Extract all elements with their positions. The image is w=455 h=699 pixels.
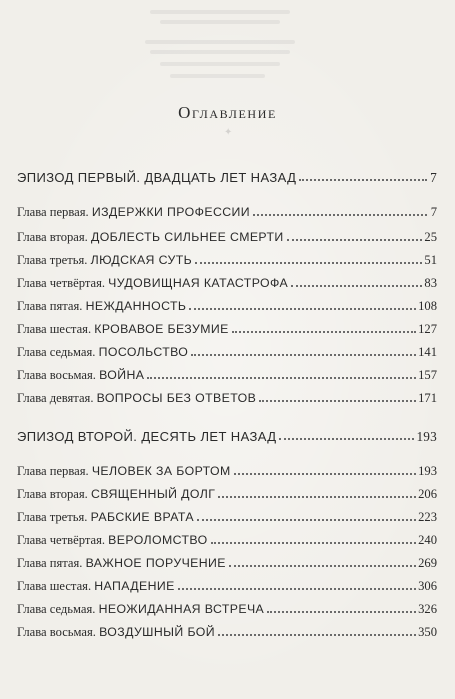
toc-chapter-entry [17, 205, 437, 220]
chapter-number: Глава третья. [17, 510, 88, 524]
episode-title: ЭПИЗОД ПЕРВЫЙ. ДВАДЦАТЬ ЛЕТ НАЗАД [17, 170, 297, 185]
page-number: 306 [418, 579, 437, 593]
dot-leader [218, 628, 416, 636]
dot-leader [299, 173, 427, 181]
dot-leader [232, 325, 416, 333]
chapter-title: ДОБЛЕСТЬ СИЛЬНЕЕ СМЕРТИ [90, 230, 284, 244]
page-number: 141 [418, 345, 437, 359]
chapter-number: Глава вторая. [17, 487, 88, 501]
chapter-number: Глава шестая. [17, 322, 92, 336]
chapter-number: Глава четвёртая. [17, 533, 106, 547]
chapter-title: ВОПРОСЫ БЕЗ ОТВЕТОВ [96, 391, 257, 405]
page-number: 7 [430, 170, 437, 185]
entry-label [17, 487, 215, 502]
chapter-title: НЕОЖИДАННАЯ ВСТРЕЧА [98, 602, 265, 616]
chapter-title: ЧУДОВИЩНАЯ КАТАСТРОФА [108, 276, 289, 290]
page-number: 223 [418, 510, 437, 524]
dot-leader [147, 371, 416, 379]
dot-leader [191, 348, 416, 356]
dot-leader [189, 302, 416, 310]
entry-label [17, 299, 186, 314]
entry-label [17, 322, 229, 337]
dot-leader [234, 467, 417, 475]
chapter-title: ЧЕЛОВЕК ЗА БОРТОМ [91, 464, 231, 478]
toc-chapter-entry [17, 510, 437, 525]
chapter-title: КРОВАВОЕ БЕЗУМИЕ [94, 322, 229, 336]
page-number: 193 [416, 429, 437, 444]
chapter-title: ВЕРОЛОМСТВО [108, 533, 208, 547]
chapter-title: ВОЗДУШНЫЙ БОЙ [99, 625, 215, 639]
chapter-number: Глава вторая. [17, 230, 88, 244]
page-number: 326 [418, 602, 437, 616]
page-number: 193 [418, 464, 437, 478]
bleed-through-text [0, 10, 455, 90]
toc-chapter-entry [17, 299, 437, 314]
page-number: 240 [418, 533, 437, 547]
toc-chapter-entry [17, 625, 437, 640]
dot-leader [229, 559, 416, 567]
dot-leader [291, 279, 422, 287]
dot-leader [279, 432, 414, 440]
dot-leader [197, 513, 416, 521]
chapter-number: Глава пятая. [17, 299, 83, 313]
toc-episode-entry [17, 170, 437, 185]
episode-title: ЭПИЗОД ВТОРОЙ. ДЕСЯТЬ ЛЕТ НАЗАД [17, 429, 277, 444]
toc-chapter-entry [17, 533, 437, 548]
chapter-number: Глава восьмая. [17, 625, 96, 639]
toc-heading: Оглавление [178, 103, 277, 122]
chapter-number: Глава девятая. [17, 391, 94, 405]
chapter-number: Глава третья. [17, 253, 88, 267]
chapter-number: Глава первая. [17, 464, 89, 478]
dot-leader [287, 233, 423, 241]
entry-label [17, 533, 208, 548]
chapter-number: Глава пятая. [17, 556, 83, 570]
chapter-number: Глава четвёртая. [17, 276, 106, 290]
entry-label [17, 170, 296, 185]
entry-label [17, 205, 250, 220]
page-number: 83 [424, 276, 437, 290]
toc-chapter-entry [17, 579, 437, 594]
entry-label [17, 579, 175, 594]
toc-chapter-entry [17, 556, 437, 571]
chapter-title: СВЯЩЕННЫЙ ДОЛГ [90, 487, 216, 501]
chapter-title: ИЗДЕРЖКИ ПРОФЕССИИ [91, 205, 250, 219]
dot-leader [253, 208, 427, 216]
toc-chapter-entry [17, 464, 437, 479]
toc-chapter-entry [17, 368, 437, 383]
chapter-title: ВОЙНА [99, 368, 145, 382]
toc-chapter-entry [17, 602, 437, 617]
page-number: 127 [418, 322, 437, 336]
chapter-title: ЛЮДСКАЯ СУТЬ [90, 253, 193, 267]
dot-leader [267, 605, 416, 613]
entry-label [17, 345, 188, 360]
page-number: 7 [430, 205, 437, 219]
dot-leader [218, 490, 416, 498]
toc-chapter-entry [17, 230, 437, 245]
chapter-number: Глава седьмая. [17, 602, 96, 616]
toc-chapter-entry [17, 276, 437, 291]
page-number: 171 [418, 391, 437, 405]
toc-episode-entry [17, 429, 437, 444]
entry-label [17, 556, 226, 571]
chapter-title: РАБСКИЕ ВРАТА [90, 510, 194, 524]
entry-label [17, 625, 215, 640]
page-number: 25 [424, 230, 437, 244]
entry-label [17, 510, 194, 525]
chapter-number: Глава восьмая. [17, 368, 96, 382]
entry-label [17, 464, 231, 479]
page-number: 51 [424, 253, 437, 267]
entry-label [17, 368, 144, 383]
chapter-number: Глава шестая. [17, 579, 92, 593]
toc-chapter-entry [17, 345, 437, 360]
entry-label [17, 253, 192, 268]
chapter-title: НЕЖДАННОСТЬ [85, 299, 187, 313]
entry-label [17, 391, 256, 406]
chapter-title: НАПАДЕНИЕ [94, 579, 175, 593]
entry-label [17, 230, 284, 245]
page-number: 269 [418, 556, 437, 570]
toc-chapter-entry [17, 253, 437, 268]
page-number: 206 [418, 487, 437, 501]
chapter-number: Глава седьмая. [17, 345, 96, 359]
entry-label [17, 276, 288, 291]
page-number: 108 [418, 299, 437, 313]
page-number: 350 [418, 625, 437, 639]
toc-chapter-entry [17, 391, 437, 406]
toc-chapter-entry [17, 487, 437, 502]
dot-leader [178, 582, 416, 590]
page-number: 157 [418, 368, 437, 382]
chapter-number: Глава первая. [17, 205, 89, 219]
ornament-icon: ✦ [224, 127, 233, 138]
dot-leader [195, 256, 422, 264]
dot-leader [259, 394, 416, 402]
dot-leader [211, 536, 417, 544]
toc-chapter-entry [17, 322, 437, 337]
entry-label [17, 429, 276, 444]
chapter-title: ВАЖНОЕ ПОРУЧЕНИЕ [85, 556, 226, 570]
entry-label [17, 602, 264, 617]
chapter-title: ПОСОЛЬСТВО [98, 345, 189, 359]
